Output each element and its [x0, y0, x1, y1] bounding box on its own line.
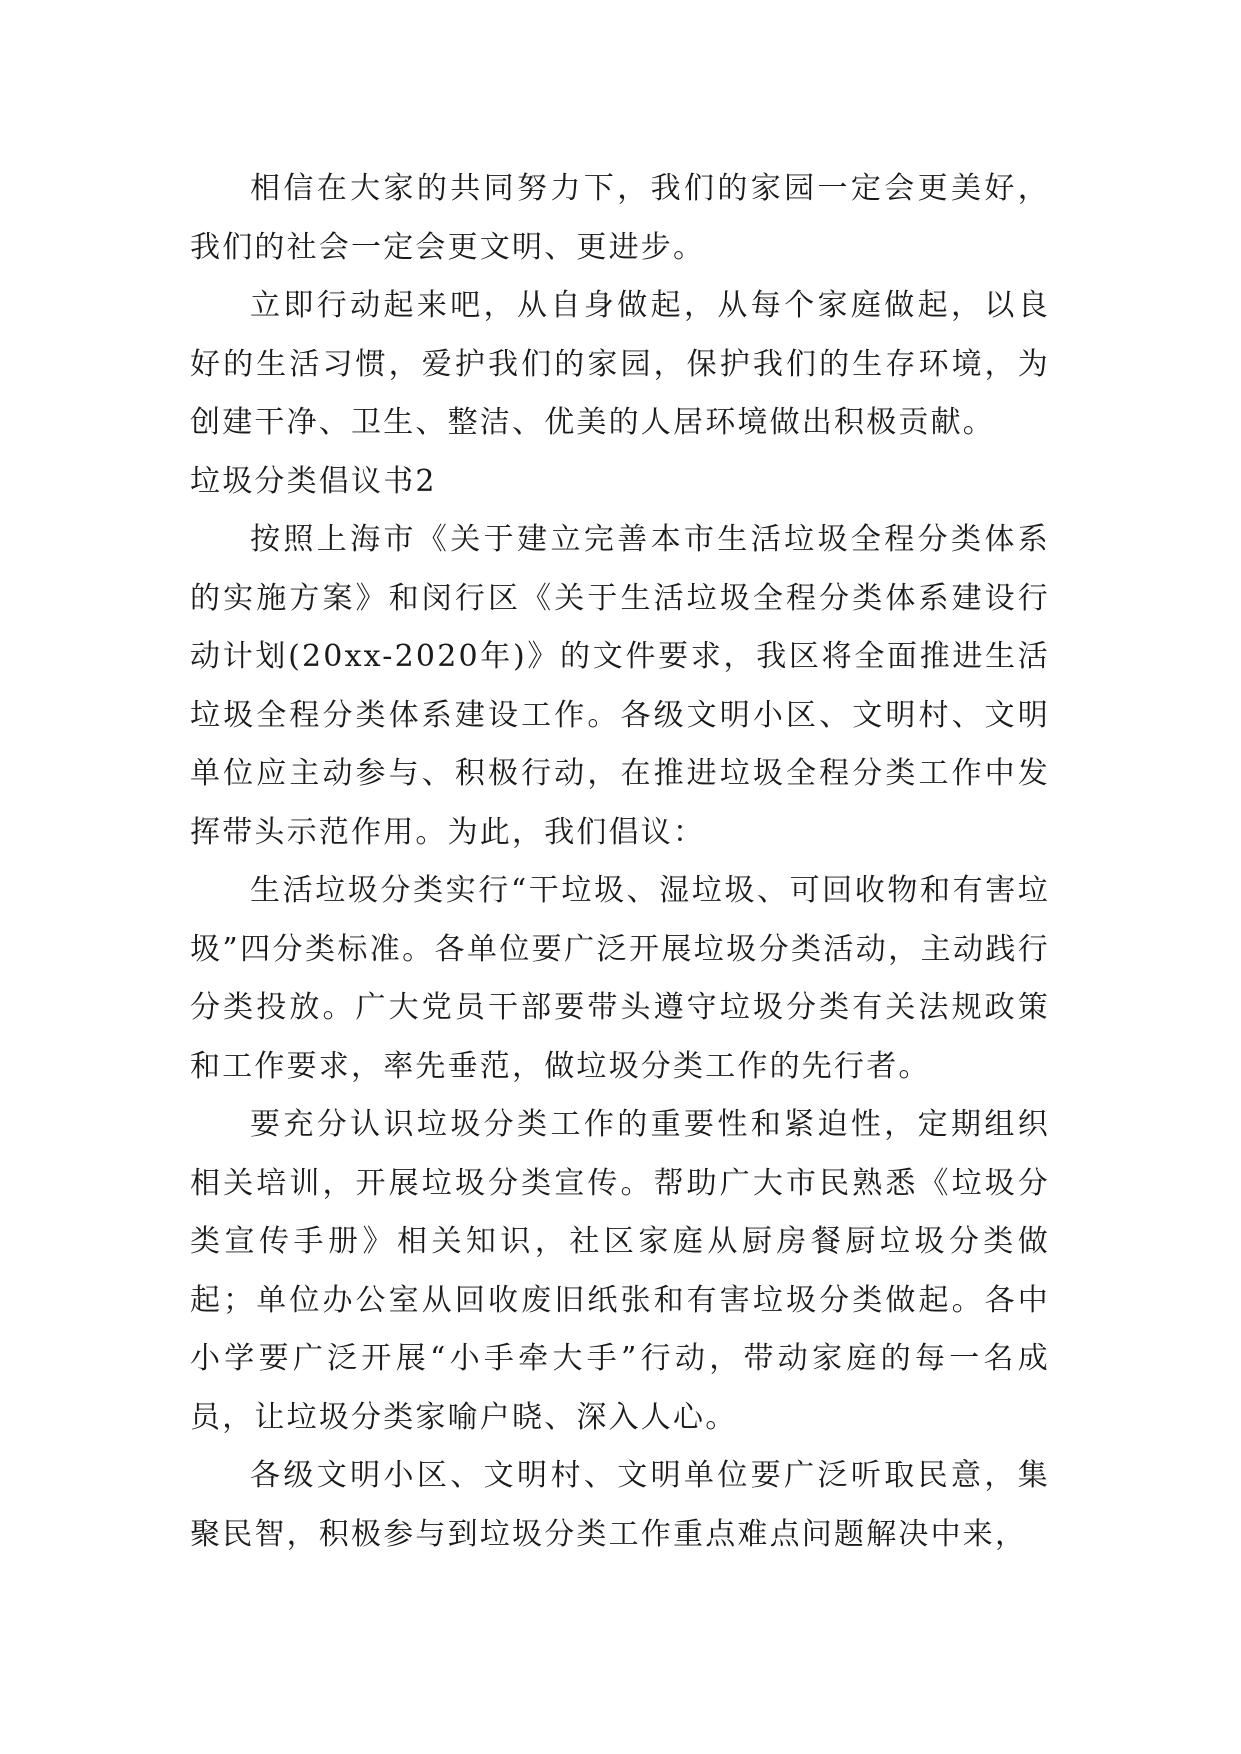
paragraph-3: 按照上海市《关于建立完善本市生活垃圾全程分类体系的实施方案》和闵行区《关于生活垃圾全程分类体系建设行动计划(20xx-2020年)》的文件要求，我区将全面推进生活垃圾全程分类体系建设工作。各级文明小区、文明村、文明单位应主动参与、积极行动，在推进垃圾全程分类工作中发挥带头示范作用。为此，我们倡议：: [190, 522, 1050, 850]
paragraph-4: 生活垃圾分类实行“干垃圾、湿垃圾、可回收物和有害垃圾”四分类标准。各单位要广泛开展垃圾分类活动，主动践行分类投放。广大党员干部要带头遵守垃圾分类有关法规政策和工作要求，率先垂范，做垃圾分类工作的先行者。: [190, 873, 1050, 1084]
paragraph-2: 立即行动起来吧，从自身做起，从每个家庭做起，以良好的生活习惯，爱护我们的家园，保护我们的生存环境，为创建干净、卫生、整洁、优美的人居环境做出积极贡献。: [190, 288, 1050, 440]
document-body: [190, 160, 1050, 1564]
paragraph-6: 各级文明小区、文明村、文明单位要广泛听取民意，集聚民智，积极参与到垃圾分类工作重点难点问题解决中来，: [190, 1458, 1050, 1552]
paragraph-1: 相信在大家的共同努力下，我们的家园一定会更美好，我们的社会一定会更文明、更进步。: [190, 171, 1050, 265]
section-heading: 垃圾分类倡议书2: [190, 463, 437, 499]
paragraph-5: 要充分认识垃圾分类工作的重要性和紧迫性，定期组织相关培训，开展垃圾分类宣传。帮助广大市民熟悉《垃圾分类宣传手册》相关知识，社区家庭从厨房餐厨垃圾分类做起；单位办公室从回收废旧纸张和有害垃圾分类做起。各中小学要广泛开展“小手牵大手”行动，带动家庭的每一名成员，让垃圾分类家喻户晓、深入人心。: [190, 1107, 1050, 1435]
